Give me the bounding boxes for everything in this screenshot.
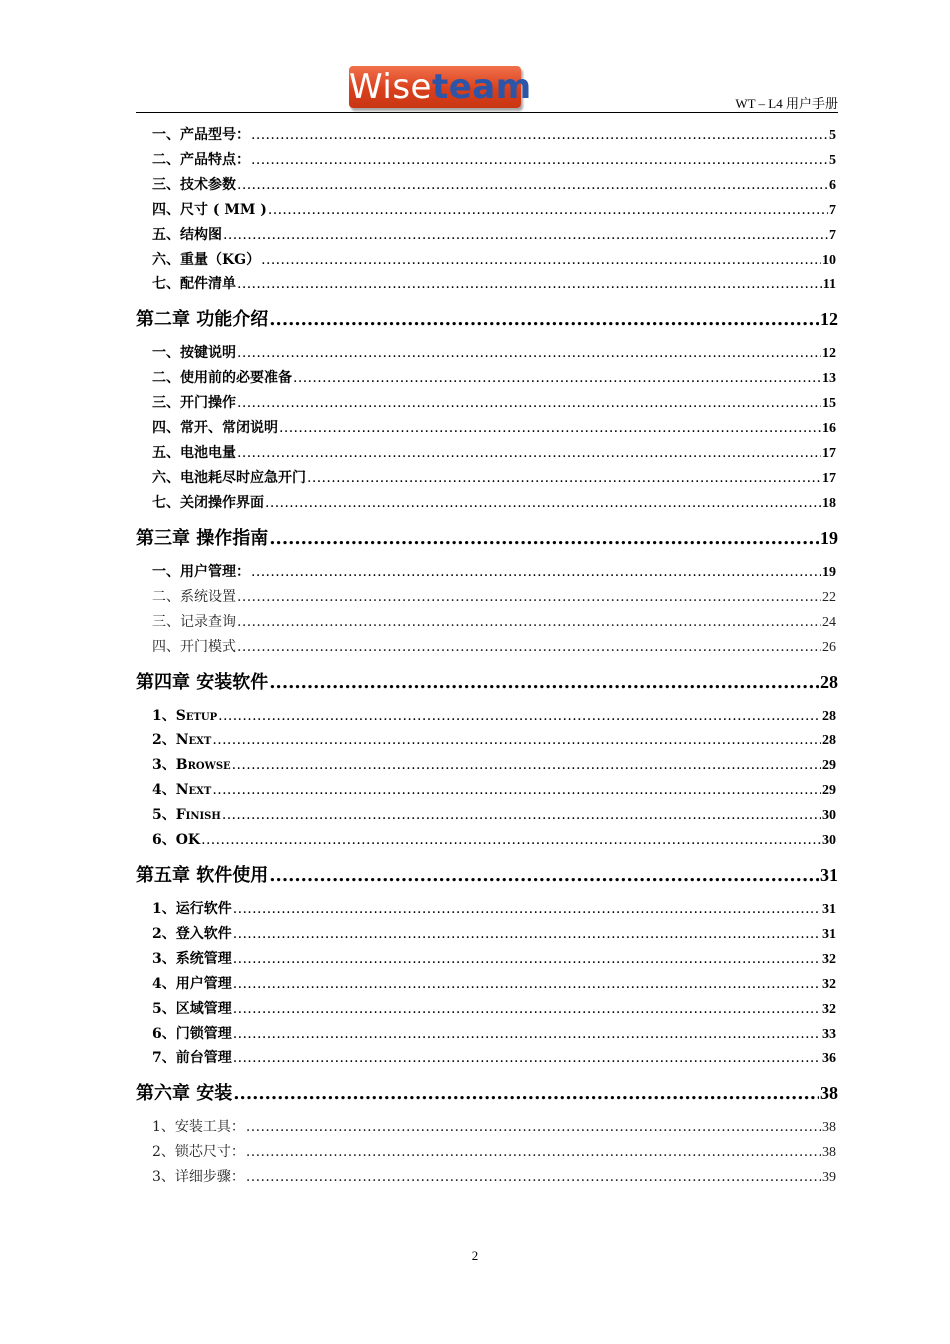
toc-entry-title: 第四章 安装软件 xyxy=(136,671,269,693)
toc-chapter-entry[interactable] xyxy=(136,861,838,887)
toc-dot-leader xyxy=(233,1026,821,1042)
toc-dot-leader xyxy=(223,227,828,243)
toc-entry-title: 第六章 安装 xyxy=(136,1083,233,1105)
toc-page-number: 12 xyxy=(822,346,836,362)
logo-word-wise: Wise xyxy=(349,67,432,107)
toc-section-entry[interactable] xyxy=(152,611,836,631)
toc-page-number: 7 xyxy=(829,202,836,218)
toc-dot-leader xyxy=(268,202,828,218)
toc-section-entry[interactable] xyxy=(152,249,836,269)
toc-dot-leader xyxy=(212,782,821,798)
toc-entry-title: 六、重量（KG） xyxy=(152,251,261,268)
toc-entry-title: 2、Next xyxy=(152,732,212,749)
toc-dot-leader xyxy=(237,276,822,292)
toc-page-number: 29 xyxy=(822,783,836,799)
toc-section-entry[interactable] xyxy=(152,342,836,362)
toc-entry-title: 四、常开、常闭说明 xyxy=(152,420,278,437)
toc-dot-leader xyxy=(307,470,821,486)
toc-page-number: 24 xyxy=(822,614,836,630)
toc-section-entry[interactable] xyxy=(152,1023,836,1043)
toc-entry-title: 1、安装工具： xyxy=(152,1119,245,1136)
toc-section-entry[interactable] xyxy=(152,636,836,656)
toc-section-entry[interactable] xyxy=(152,224,836,244)
toc-dot-leader xyxy=(237,445,821,461)
toc-entry-title: 六、电池耗尽时应急开门 xyxy=(152,469,306,486)
toc-page-number: 31 xyxy=(822,902,836,917)
toc-section-entry[interactable] xyxy=(152,948,836,968)
toc-section-entry[interactable] xyxy=(152,705,836,725)
toc-page-number: 7 xyxy=(829,227,836,243)
toc-entry-title: 4、用户管理 xyxy=(152,975,232,992)
toc-dot-leader xyxy=(237,345,821,361)
toc-dot-leader xyxy=(233,926,821,942)
toc-entry-title: 四、开门模式 xyxy=(152,638,236,655)
toc-entry-title: 2、锁芯尺寸： xyxy=(152,1144,245,1161)
toc-entry-title: 5、Finish xyxy=(152,807,221,824)
toc-entry-title: 五、电池电量 xyxy=(152,445,236,461)
toc-section-entry[interactable] xyxy=(152,367,836,387)
toc-section-entry[interactable] xyxy=(152,729,836,749)
toc-page-number: 38 xyxy=(820,1083,838,1104)
toc-dot-leader xyxy=(233,976,821,992)
toc-entry-title: 第二章 功能介绍 xyxy=(136,309,269,331)
toc-section-entry[interactable] xyxy=(152,1141,836,1161)
toc-page-number: 32 xyxy=(822,1001,836,1017)
toc-section-entry[interactable] xyxy=(152,149,836,169)
toc-dot-leader xyxy=(293,370,821,386)
toc-page-number: 11 xyxy=(822,277,836,293)
toc-section-entry[interactable] xyxy=(152,923,836,943)
toc-entry-title: 2、登入软件 xyxy=(152,925,232,942)
toc-page-number: 13 xyxy=(822,371,836,387)
toc-section-entry[interactable] xyxy=(152,199,836,219)
toc-entry-title: 3、详细步骤： xyxy=(152,1169,245,1186)
toc-dot-leader xyxy=(233,1083,819,1104)
toc-dot-leader xyxy=(246,1144,821,1160)
toc-page-number: 38 xyxy=(822,1120,836,1136)
toc-entry-title: 6、OK xyxy=(152,832,201,848)
toc-dot-leader xyxy=(269,309,819,330)
toc-page-number: 32 xyxy=(822,976,836,992)
toc-dot-leader xyxy=(212,732,821,748)
toc-page-number: 16 xyxy=(822,421,836,437)
toc-section-entry[interactable] xyxy=(152,442,836,462)
toc-entry-title: 第五章 软件使用 xyxy=(136,865,269,886)
toc-section-entry[interactable] xyxy=(152,417,836,437)
toc-entry-title: 五、结构图 xyxy=(152,226,222,243)
toc-dot-leader xyxy=(269,672,819,693)
toc-page-number: 22 xyxy=(822,589,836,605)
toc-dot-leader xyxy=(233,951,821,967)
toc-page-number: 17 xyxy=(822,470,836,486)
toc-dot-leader xyxy=(246,1169,821,1185)
toc-entry-title: 七、配件清单 xyxy=(152,276,236,293)
toc-dot-leader xyxy=(218,708,821,724)
toc-page-number: 31 xyxy=(822,926,836,942)
toc-entry-title: 3、Browse xyxy=(152,757,231,774)
toc-dot-leader xyxy=(251,127,828,143)
toc-page-number: 30 xyxy=(822,833,836,848)
toc-dot-leader xyxy=(222,807,821,823)
toc-entry-title: 3、系统管理 xyxy=(152,950,232,967)
toc-section-entry[interactable] xyxy=(152,1116,836,1136)
toc-dot-leader xyxy=(265,495,821,511)
toc-page-number: 12 xyxy=(820,309,838,330)
page-header xyxy=(136,62,838,113)
toc-page-number: 28 xyxy=(822,708,836,724)
toc-entry-title: 1、运行软件 xyxy=(152,901,232,917)
toc-dot-leader xyxy=(237,614,821,630)
toc-section-entry[interactable] xyxy=(152,804,836,824)
toc-chapter-entry[interactable] xyxy=(136,668,838,694)
toc-section-entry[interactable] xyxy=(152,273,836,293)
wiseteam-logo xyxy=(349,66,532,108)
toc-entry-title: 5、区域管理 xyxy=(152,1000,232,1017)
toc-section-entry[interactable] xyxy=(152,973,836,993)
toc-entry-title: 第三章 操作指南 xyxy=(136,527,269,549)
toc-page-number: 31 xyxy=(820,865,838,885)
toc-chapter-entry[interactable] xyxy=(136,1079,838,1105)
toc-dot-leader xyxy=(237,395,821,411)
toc-section-entry[interactable] xyxy=(152,586,836,606)
toc-page-number: 32 xyxy=(822,951,836,967)
toc-dot-leader xyxy=(246,1119,821,1135)
toc-entry-title: 一、用户管理： xyxy=(152,563,250,580)
toc-page-number: 6 xyxy=(829,177,836,193)
toc-dot-leader xyxy=(201,832,821,848)
toc-section-entry[interactable] xyxy=(152,392,836,412)
toc-entry-title: 一、按键说明 xyxy=(152,345,236,362)
toc-chapter-entry[interactable] xyxy=(136,524,838,550)
toc-page-number: 38 xyxy=(822,1145,836,1161)
toc-page-number: 33 xyxy=(822,1026,836,1042)
toc-page-number: 30 xyxy=(822,808,836,824)
toc-entry-title: 一、产品型号： xyxy=(152,127,250,143)
toc-entry-title: 1、Setup xyxy=(152,707,218,724)
toc-section-entry[interactable] xyxy=(152,898,836,918)
toc-entry-title: 三、记录查询 xyxy=(152,613,236,630)
toc-page-number: 10 xyxy=(822,252,836,268)
page-number: 2 xyxy=(471,1248,479,1263)
toc-dot-leader xyxy=(233,901,821,917)
toc-section-entry[interactable] xyxy=(152,998,836,1018)
toc-page-number: 5 xyxy=(829,152,836,168)
toc-page-number: 29 xyxy=(822,758,836,774)
toc-entry-title: 七、关闭操作界面 xyxy=(152,494,264,511)
toc-dot-leader xyxy=(237,177,828,193)
toc-entry-title: 7、前台管理 xyxy=(152,1050,232,1067)
toc-page-number: 26 xyxy=(822,639,836,655)
toc-entry-title: 二、使用前的必要准备 xyxy=(152,370,292,387)
toc-dot-leader xyxy=(269,865,819,886)
toc-dot-leader xyxy=(233,1050,821,1066)
toc-section-entry[interactable] xyxy=(152,829,836,849)
toc-entry-title: 四、尺寸 ( MM ) xyxy=(152,201,267,218)
toc-entry-title: 二、产品特点： xyxy=(152,151,250,168)
toc-dot-leader xyxy=(251,564,821,580)
toc-dot-leader xyxy=(279,420,821,436)
toc-page-number: 18 xyxy=(822,495,836,511)
toc-page-number: 5 xyxy=(829,128,836,143)
toc-dot-leader xyxy=(251,152,828,168)
toc-section-entry[interactable] xyxy=(152,561,836,581)
toc-entry-title: 三、技术参数 xyxy=(152,176,236,193)
toc-section-entry[interactable] xyxy=(152,174,836,194)
toc-page-number: 19 xyxy=(820,527,838,548)
toc-section-entry[interactable] xyxy=(152,124,836,144)
toc-page-number: 28 xyxy=(822,733,836,749)
toc-dot-leader xyxy=(237,589,821,605)
toc-page-number: 28 xyxy=(820,671,838,692)
toc-dot-leader xyxy=(233,1001,821,1017)
toc-entry-title: 4、Next xyxy=(152,782,212,799)
toc-section-entry[interactable] xyxy=(152,1047,836,1067)
toc-section-entry[interactable] xyxy=(152,492,836,512)
toc-page-number: 15 xyxy=(822,396,836,412)
toc-entry-title: 二、系统设置 xyxy=(152,588,236,605)
toc-page-number: 36 xyxy=(822,1051,836,1067)
toc-page-number: 39 xyxy=(822,1170,836,1186)
logo-word-team: team xyxy=(431,67,532,107)
toc-chapter-entry[interactable] xyxy=(136,305,838,331)
toc-entry-title: 6、门锁管理 xyxy=(152,1025,232,1042)
toc-dot-leader xyxy=(261,252,821,268)
toc-dot-leader xyxy=(269,528,819,549)
toc-section-entry[interactable] xyxy=(152,467,836,487)
toc-dot-leader xyxy=(232,757,821,773)
toc-section-entry[interactable] xyxy=(152,1166,836,1186)
toc-page-number: 19 xyxy=(822,564,836,580)
toc-dot-leader xyxy=(237,639,821,655)
toc-section-entry[interactable] xyxy=(152,754,836,774)
toc-entry-title: 三、开门操作 xyxy=(152,395,236,412)
toc-section-entry[interactable] xyxy=(152,779,836,799)
toc-page-number: 17 xyxy=(822,446,836,461)
header-title: WT – L4 用户手册 xyxy=(735,96,838,111)
